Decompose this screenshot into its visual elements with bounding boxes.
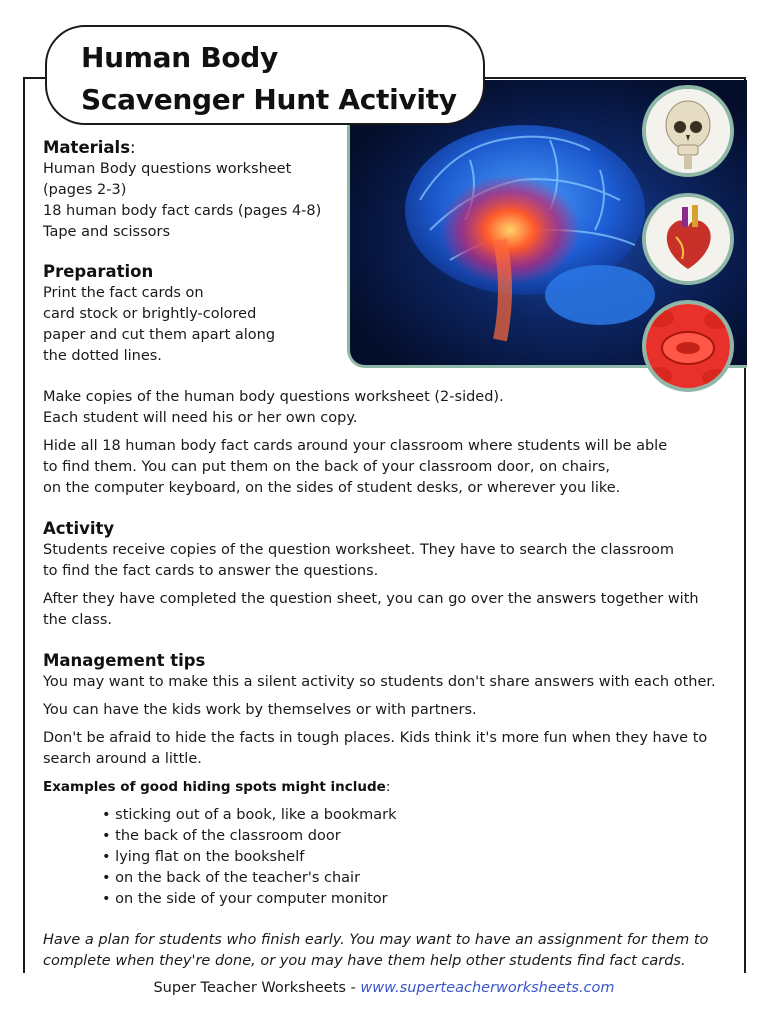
paragraph-line: Have a plan for students who finish early. You may want to have an assignment for them to <box>43 932 709 948</box>
list-item: • sticking out of a book, like a bookmark <box>102 805 397 826</box>
paragraph-line: You may want to make this a silent activity so students don't share answers with each other. <box>43 674 716 690</box>
blood-cells-image <box>642 300 734 392</box>
paragraph-line: Students receive copies of the question worksheet. They have to search the classroom <box>43 542 675 558</box>
materials-heading: Materials: <box>43 138 136 157</box>
paragraph-line: Hide all 18 human body fact cards around your classroom where students will be able <box>43 438 668 454</box>
activity-paragraph-1 <box>43 540 674 582</box>
management-paragraph-1 <box>43 672 716 693</box>
activity-paragraph-2 <box>43 589 699 631</box>
paragraph-line: Each student will need his or her own copy. <box>43 410 358 426</box>
footer-link[interactable]: www.superteacherworksheets.com <box>360 980 615 996</box>
footer-text: Super Teacher Worksheets - <box>153 980 361 996</box>
materials-line: Human Body questions worksheet <box>43 161 292 177</box>
closing-paragraph <box>43 930 708 972</box>
footer <box>0 980 768 996</box>
paragraph-line: to find the fact cards to answer the questions. <box>43 563 379 579</box>
copies-paragraph <box>43 387 504 429</box>
blood-cells-icon <box>646 304 730 388</box>
preparation-text <box>43 283 275 367</box>
preparation-line: the dotted lines. <box>43 348 162 364</box>
paragraph-line: search around a little. <box>43 751 202 767</box>
materials-line: Tape and scissors <box>43 224 171 240</box>
preparation-heading: Preparation <box>43 262 154 281</box>
list-item: • the back of the classroom door <box>102 826 397 847</box>
preparation-line: card stock or brightly-colored <box>43 306 257 322</box>
skull-icon <box>646 89 730 173</box>
management-heading: Management tips <box>43 651 206 670</box>
preparation-line: paper and cut them apart along <box>43 327 276 343</box>
paragraph-line: Don't be afraid to hide the facts in tough places. Kids think it's more fun when they have to <box>43 730 708 746</box>
preparation-line: Print the fact cards on <box>43 285 204 301</box>
management-paragraph-2 <box>43 700 477 721</box>
paragraph-line: the class. <box>43 612 113 628</box>
management-paragraph-3 <box>43 728 707 770</box>
activity-heading: Activity <box>43 519 115 538</box>
list-item: • lying flat on the bookshelf <box>102 847 397 868</box>
skull-image <box>642 85 734 177</box>
title-line-2: Scavenger Hunt Activity <box>81 83 457 116</box>
materials-line: (pages 2-3) <box>43 182 127 198</box>
title-banner <box>45 25 485 125</box>
materials-line: 18 human body fact cards (pages 4-8) <box>43 203 322 219</box>
examples-heading: Examples of good hiding spots might include: <box>43 779 391 795</box>
list-item: • on the side of your computer monitor <box>102 889 397 910</box>
paragraph-line: on the computer keyboard, on the sides of student desks, or wherever you like. <box>43 480 621 496</box>
paragraph-line: complete when they're done, or you may have them help other students find fact cards. <box>43 953 686 969</box>
title-line-1: Human Body <box>81 41 278 74</box>
hide-cards-paragraph <box>43 436 667 499</box>
paragraph-line: After they have completed the question sheet, you can go over the answers together with <box>43 591 699 607</box>
heart-icon <box>646 197 730 281</box>
heart-image <box>642 193 734 285</box>
paragraph-line: Make copies of the human body questions worksheet (2-sided). <box>43 389 504 405</box>
materials-list <box>43 159 321 243</box>
list-item: • on the back of the teacher's chair <box>102 868 397 889</box>
paragraph-line: You can have the kids work by themselves or with partners. <box>43 702 477 718</box>
hiding-spots-list <box>102 805 397 910</box>
paragraph-line: to find them. You can put them on the back of your classroom door, on chairs, <box>43 459 610 475</box>
